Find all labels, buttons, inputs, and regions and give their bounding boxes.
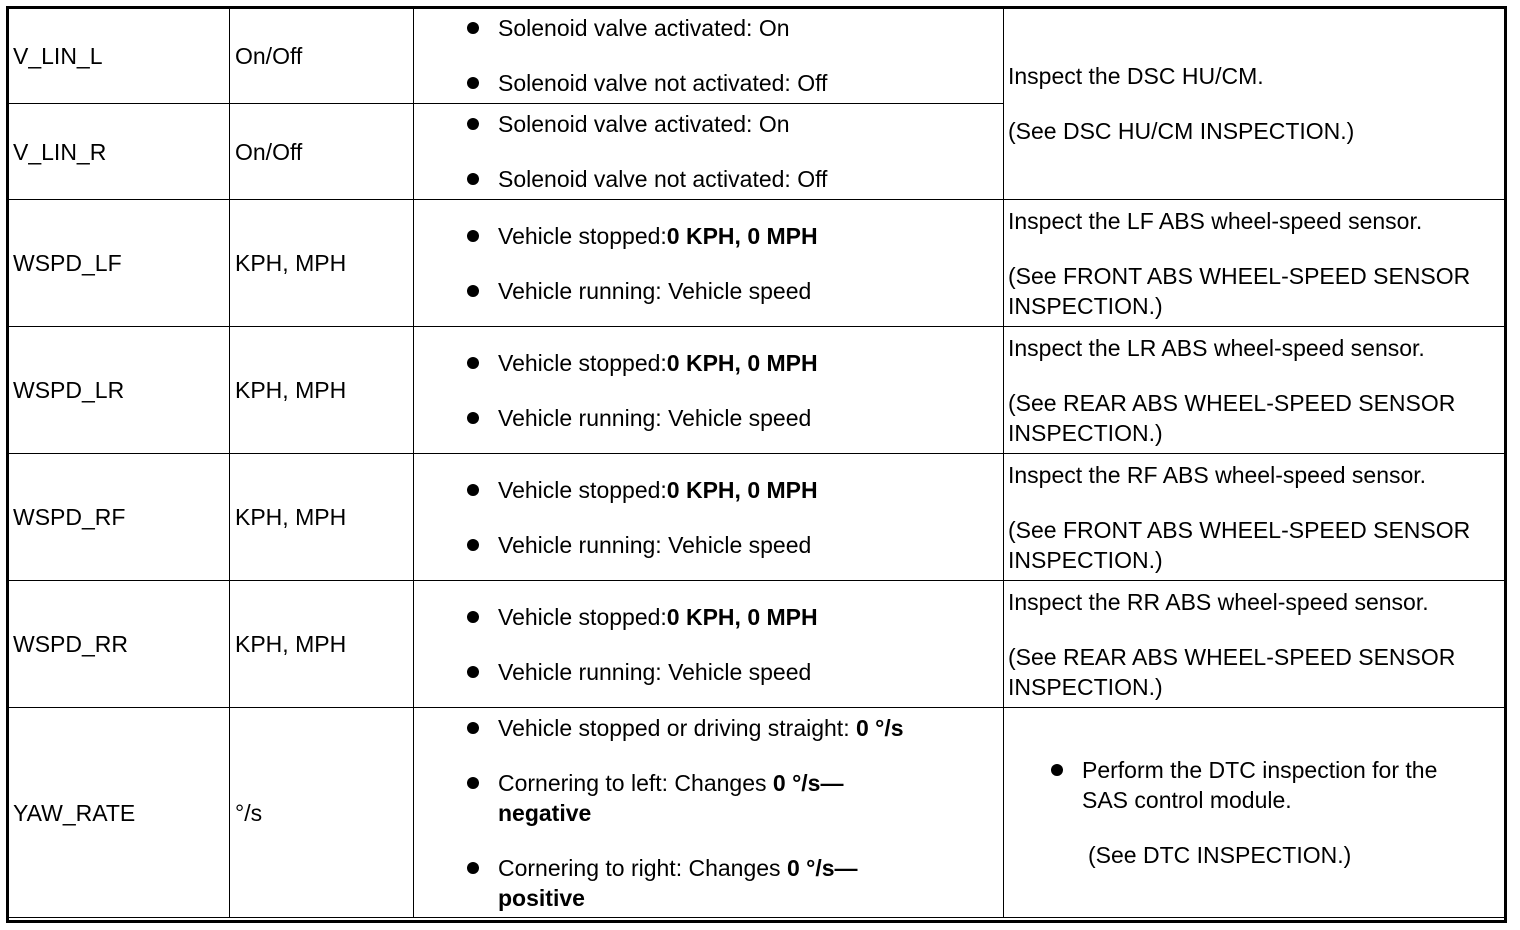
condition-item: Vehicle running: Vehicle speed xyxy=(464,403,999,433)
pid-unit: KPH, MPH xyxy=(230,581,414,708)
pid-name: WSPD_RR xyxy=(8,581,230,708)
reference-text: (See DTC INSPECTION.) xyxy=(1088,842,1352,868)
condition-item: Vehicle running: Vehicle speed xyxy=(464,276,999,306)
pid-name: WSPD_LF xyxy=(8,200,230,327)
pid-condition-cell xyxy=(414,708,1004,918)
table-row xyxy=(8,454,1507,581)
condition-item: Solenoid valve not activated: Off xyxy=(464,68,999,98)
action-text: Inspect the LR ABS wheel-speed sensor. xyxy=(1008,334,1425,361)
pid-condition-cell xyxy=(414,327,1004,454)
condition-item: Solenoid valve activated: On xyxy=(464,13,999,43)
table-row xyxy=(8,200,1507,327)
reference-text: (See REAR ABS WHEEL-SPEED SENSOR INSPECTION.) xyxy=(1008,643,1456,700)
action-text: Inspect the RF ABS wheel-speed sensor. xyxy=(1008,461,1427,488)
condition-item: Vehicle running: Vehicle speed xyxy=(464,530,999,560)
pid-condition-cell xyxy=(414,104,1004,200)
pid-unit: On/Off xyxy=(230,8,414,104)
action-text: Inspect the RR ABS wheel-speed sensor. xyxy=(1008,588,1429,615)
reference-text: (See FRONT ABS WHEEL-SPEED SENSOR INSPECTION.) xyxy=(1008,262,1471,319)
action-cell xyxy=(1004,581,1507,708)
condition-item: Vehicle stopped or driving straight: 0 °/s xyxy=(464,713,999,743)
condition-item: Solenoid valve not activated: Off xyxy=(464,164,999,194)
condition-item: Vehicle stopped:0 KPH, 0 MPH xyxy=(464,348,999,378)
pid-unit: KPH, MPH xyxy=(230,454,414,581)
reference-text: (See FRONT ABS WHEEL-SPEED SENSOR INSPECTION.) xyxy=(1008,516,1471,573)
condition-item: Vehicle running: Vehicle speed xyxy=(464,657,999,687)
pid-name: V_LIN_L xyxy=(8,8,230,104)
pid-name: V_LIN_R xyxy=(8,104,230,200)
table-row xyxy=(8,327,1507,454)
action-cell xyxy=(1004,708,1507,918)
condition-item: Vehicle stopped:0 KPH, 0 MPH xyxy=(464,602,999,632)
action-text: Inspect the DSC HU/CM. xyxy=(1008,63,1264,89)
action-cell xyxy=(1004,200,1507,327)
condition-item: Vehicle stopped:0 KPH, 0 MPH xyxy=(464,475,999,505)
pid-name: WSPD_LR xyxy=(8,327,230,454)
pid-condition-cell xyxy=(414,581,1004,708)
pid-condition-cell xyxy=(414,454,1004,581)
pid-name: YAW_RATE xyxy=(8,708,230,918)
condition-item: Vehicle stopped:0 KPH, 0 MPH xyxy=(464,221,999,251)
reference-text: (See DSC HU/CM INSPECTION.) xyxy=(1008,118,1355,144)
table-row xyxy=(8,581,1507,708)
pid-condition-cell xyxy=(414,200,1004,327)
pid-name: WSPD_RF xyxy=(8,454,230,581)
action-cell xyxy=(1004,8,1507,200)
action-cell xyxy=(1004,454,1507,581)
condition-item: Cornering to right: Changes 0 °/s—positive xyxy=(464,853,999,913)
action-item: Perform the DTC inspection for the SAS control module. xyxy=(1048,755,1502,815)
action-text: Inspect the LF ABS wheel-speed sensor. xyxy=(1008,207,1423,234)
condition-item: Cornering to left: Changes 0 °/s—negative xyxy=(464,768,999,828)
pid-unit: KPH, MPH xyxy=(230,200,414,327)
table-row xyxy=(8,8,1507,104)
table-row xyxy=(8,708,1507,918)
pid-unit: KPH, MPH xyxy=(230,327,414,454)
action-cell xyxy=(1004,327,1507,454)
pid-table xyxy=(7,7,1507,918)
pid-condition-cell xyxy=(414,8,1004,104)
pid-unit: °/s xyxy=(230,708,414,918)
reference-text: (See REAR ABS WHEEL-SPEED SENSOR INSPECTION.) xyxy=(1008,389,1456,446)
condition-item: Solenoid valve activated: On xyxy=(464,109,999,139)
pid-unit: On/Off xyxy=(230,104,414,200)
